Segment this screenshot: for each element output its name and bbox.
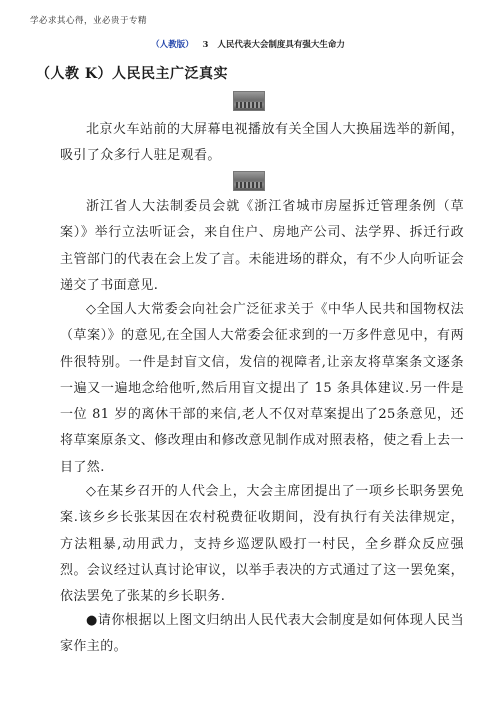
paragraph-3: ◇全国人大常委会向社会广泛征求关于《中华人民共和国物权法（草案）》的意见,在全国人大常委会征求到的一万多件意见中，有两件很特别。一件是封盲文信，发信的视障者,让亲友将草案条文逐条一遍又一遍地念给他听,然后用盲文提出了 15 条具体建议.另一件是一位 81 岁的离休干部的来信,老人不仅对草案提出了25条意见，还将草案原条文、修改理由和修改意见制作成对照表格，使之看上去一目了然. bbox=[60, 302, 464, 475]
motto-header: 学必求其心得，业必贵于专精 bbox=[30, 16, 148, 26]
lesson-number: 3 bbox=[202, 40, 209, 50]
paragraph-2: 浙江省人大法制委员会就《浙江省城市房屋拆迁管理条例（草案）》举行立法听证会，来自住户、房地产公司、法学界、拆迁行政主管部门的代表在会上发了言。未能进场的群众，有不少人向听证会递交了书面意见. bbox=[60, 199, 464, 293]
paragraph-1: 北京火车站前的大屏幕电视播放有关全国人大换届选举的新闻，吸引了众多行人驻足观看。 bbox=[60, 122, 464, 164]
publisher-label: （人教版） bbox=[151, 40, 194, 50]
lesson-title: 人民代表大会制度具有强大生命力 bbox=[217, 40, 345, 50]
hearing-photo bbox=[233, 171, 265, 191]
paragraph-4: ◇在某乡召开的人代会上，大会主席团提出了一项乡长职务罢免案.该乡乡长张某因在农村税费征收期间，没有执行有关法律规定，方法粗暴,动用武力，支持乡巡逻队殴打一村民，全乡群众反应强烈。会议经过认真讨论审议，以举手表决的方式通过了这一罢免案，依法罢免了张某的乡长职务. bbox=[60, 484, 464, 605]
section-title: （人教 K）人民民主广泛真实 bbox=[36, 66, 229, 82]
question-paragraph: ●请你根据以上图文归纳出人民代表大会制度是如何体现人民当家作主的。 bbox=[60, 613, 464, 655]
running-header bbox=[0, 38, 496, 50]
news-screen-photo bbox=[233, 91, 265, 111]
